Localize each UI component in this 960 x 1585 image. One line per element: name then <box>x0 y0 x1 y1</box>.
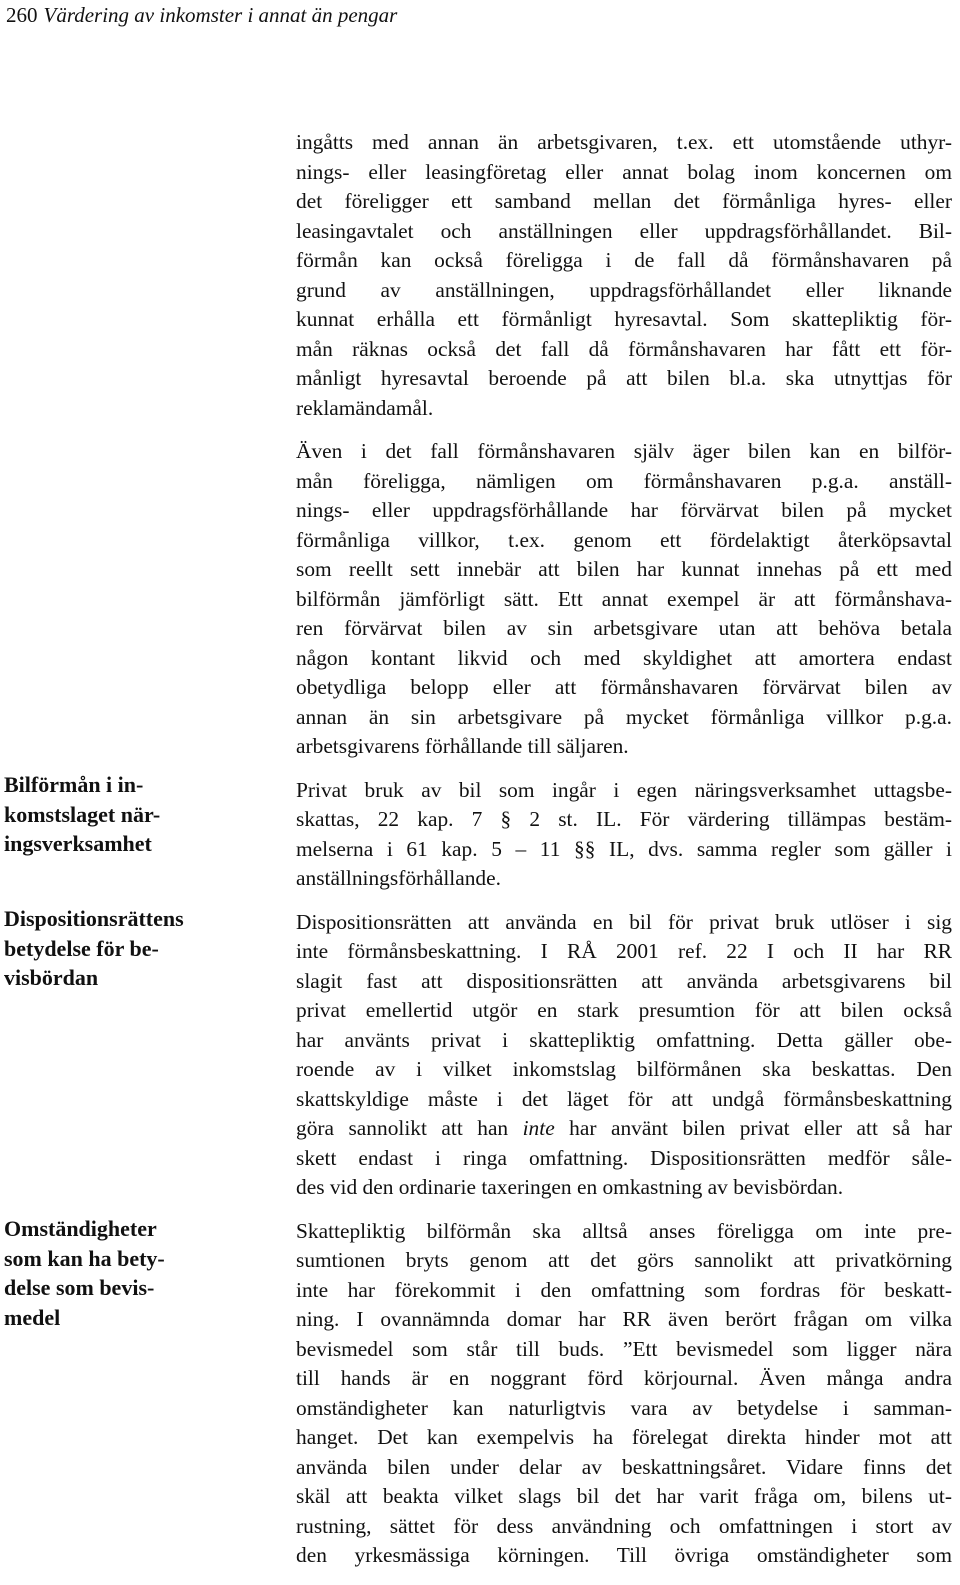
text-line: leasingavtalet och anställningen eller uppdragsförhållandet. Bil- <box>296 218 952 243</box>
text-line: skäl att beakta vilket slags bil det har varit fråga om, bilens ut- <box>296 1484 952 1508</box>
text-line: Dispositionsrätten att använda en bil för privat bruk utlöser i sig <box>296 909 952 934</box>
text-line: skattskyldige måste i det läget för att undgå förmånsbeskattning <box>296 1086 952 1111</box>
margin-note-line: ingsverksamhet <box>4 831 152 856</box>
text-line: bevismedel som står till buds. ”Ett bevismedel som ligger nära <box>296 1336 952 1361</box>
paragraph-4 <box>296 908 952 1203</box>
margin-note-line: visbördan <box>4 965 99 990</box>
text-line: det föreligger ett samband mellan det förmånliga hyres- eller <box>296 189 952 213</box>
margin-note-line: Omständigheter <box>4 1216 157 1241</box>
text-line: anställningsförhållande. <box>296 866 501 890</box>
text-line: förmånliga villkor, t.ex. genom ett fördelaktigt återköpsavtal <box>296 527 952 552</box>
text-line: mån räknas också det fall då förmånshavaren har fått ett för- <box>296 336 952 361</box>
text-line: hanget. Det kan exempelvis ha förelegat direkta hinder mot att <box>296 1425 952 1449</box>
text-line: roende av i vilket inkomstslag bilförmånen ska beskattas. Den <box>296 1057 952 1081</box>
paragraph-2 <box>296 437 952 762</box>
text-line: förmån kan också föreligga i de fall då förmånshavaren på <box>296 248 952 272</box>
body-text <box>296 128 952 1585</box>
text-line: har använts privat i skattepliktig omfattning. Detta gäller obe- <box>296 1027 952 1052</box>
text-line: bilförmån jämförligt sätt. Ett annat exempel är att förmånshava- <box>296 586 952 611</box>
text-line: omständigheter kan naturligtvis vara av betydelse i samman- <box>296 1395 952 1420</box>
margin-note-line: delse som bevis- <box>4 1275 155 1300</box>
text-line: sumtionen bryts genom att det görs sannolikt att privatkörning <box>296 1248 952 1272</box>
text-line: Privat bruk av bil som ingår i egen näringsverksamhet uttagsbe- <box>296 777 952 802</box>
text-line: skattas, 22 kap. 7 § 2 st. IL. För värdering tillämpas bestäm- <box>296 807 952 831</box>
text-line: grund av anställningen, uppdragsförhållandet eller liknande <box>296 277 952 302</box>
margin-note-line: komstslaget när- <box>4 801 161 827</box>
text-line: melserna i 61 kap. 5 – 11 §§ IL, dvs. samma regler som gäller i <box>296 836 952 861</box>
text-line: des vid den ordinarie taxeringen en omkastning av bevisbördan. <box>296 1175 844 1199</box>
text-line: Även i det fall förmånshavaren själv äger bilen kan en bilför- <box>296 439 952 463</box>
margin-note-line: medel <box>4 1304 61 1330</box>
margin-note-dispositionsratt <box>4 904 224 993</box>
text-line: någon kontant likvid och med skyldighet att amortera endast <box>296 645 952 670</box>
text-line: använda bilen under delar av beskattningsåret. Vidare finns det <box>296 1454 952 1479</box>
paragraph-3 <box>296 776 952 894</box>
text-line: kunnat erhålla ett förmånligt hyresavtal. Som skattepliktig för- <box>296 307 952 331</box>
text-line: privat emellertid utgör en stark presumtion för att bilen också <box>296 998 952 1022</box>
text-line: rustning, sättet för dess användning och omfattningen i stort av <box>296 1513 952 1538</box>
text-line: som reellt sett innebär att bilen har kunnat innehas på ett med <box>296 557 952 581</box>
text-line: ning. I ovannämnda domar har RR även berört frågan om vilka <box>296 1307 952 1331</box>
margin-note-line: Dispositionsrättens <box>4 906 184 931</box>
text-line: ingåtts med annan än arbetsgivaren, t.ex. ett utomstående uthyr- <box>296 130 952 154</box>
text-line: obetydliga belopp eller att förmånshavaren förvärvat bilen av <box>296 675 952 699</box>
margin-note-bilforman <box>4 770 224 859</box>
text-line: arbetsgivarens förhållande till säljaren. <box>296 734 629 758</box>
text-line: Skattepliktig bilförmån ska alltså anses föreligga om inte pre- <box>296 1218 952 1243</box>
text-line: den yrkesmässiga körningen. Till övriga omständigheter som <box>296 1543 952 1567</box>
running-header <box>6 2 397 28</box>
margin-note-line: Bilförmån i in- <box>4 772 144 797</box>
text-line: mån föreligga, nämligen om förmånshavaren p.g.a. anställ- <box>296 468 952 493</box>
margin-note-omstandigheter <box>4 1214 224 1332</box>
text-line: göra sannolikt att han inte har använt bilen privat eller att så har <box>296 1116 952 1140</box>
text-line: månligt hyresavtal beroende på att bilen bl.a. ska utnyttjas för <box>296 366 952 390</box>
running-title: Värdering av inkomster i annat än pengar <box>43 3 398 27</box>
text-line: inte förmånsbeskattning. I RÅ 2001 ref. 22 I och II har RR <box>296 939 952 963</box>
margin-note-line: som kan ha bety- <box>4 1245 165 1271</box>
text-line: skett endast i ringa omfattning. Dispositionsrätten medför såle- <box>296 1145 952 1170</box>
page-number: 260 <box>6 3 38 27</box>
text-line: slagit fast att dispositionsrätten att använda arbetsgivarens bil <box>296 968 952 993</box>
paragraph-1 <box>296 128 952 423</box>
text-line: annan än sin arbetsgivare på mycket förmånliga villkor p.g.a. <box>296 704 952 729</box>
text-line: till hands är en noggrant förd körjournal. Även många andra <box>296 1366 952 1390</box>
text-line: nings- eller leasingföretag eller annat bolag inom koncernen om <box>296 159 952 184</box>
margin-note-line: betydelse för be- <box>4 935 159 961</box>
text-line: reklamändamål. <box>296 395 434 420</box>
paragraph-5 <box>296 1217 952 1571</box>
text-line: nings- eller uppdragsförhållande har förvärvat bilen på mycket <box>296 498 952 522</box>
text-line: ren förvärvat bilen av sin arbetsgivare utan att behöva betala <box>296 616 952 640</box>
emphasis: inte <box>522 1116 555 1140</box>
text-line: inte har förekommit i den omfattning som fordras för beskatt- <box>296 1277 952 1302</box>
